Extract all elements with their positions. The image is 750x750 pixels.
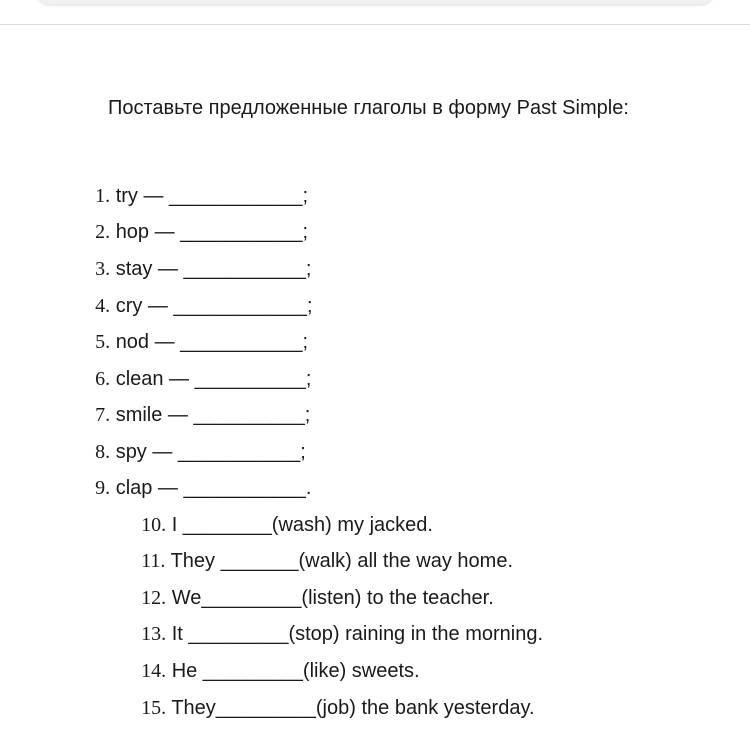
item-number: 13. bbox=[141, 623, 167, 645]
item-text: stay — ___________; bbox=[115, 258, 312, 280]
item-text: He _________(like) sweets. bbox=[171, 660, 420, 682]
item-number: 6. bbox=[95, 368, 111, 390]
item-number: 4. bbox=[95, 295, 111, 317]
item-number: 9. bbox=[95, 477, 111, 499]
item-text: They_________(job) the bank yesterday. bbox=[171, 697, 535, 719]
item-text: smile — __________; bbox=[115, 404, 311, 426]
item-number: 11. bbox=[141, 550, 166, 572]
top-bar bbox=[0, 0, 750, 25]
item-number: 14. bbox=[141, 660, 167, 682]
item-number: 1. bbox=[95, 185, 111, 207]
item-text: cry — ____________; bbox=[115, 295, 313, 317]
item-number: 2. bbox=[95, 221, 111, 243]
item-number: 10. bbox=[141, 514, 167, 536]
item-text: clean — __________; bbox=[115, 368, 312, 390]
item-number: 5. bbox=[95, 331, 111, 353]
search-bar[interactable] bbox=[36, 0, 714, 4]
item-text: nod — ___________; bbox=[115, 331, 309, 353]
item-text: I ________(wash) my jacked. bbox=[171, 514, 433, 536]
item-text: spy — ___________; bbox=[115, 441, 306, 463]
instruction-text: Поставьте предложенные глаголы в форму Past Simple: bbox=[108, 97, 629, 119]
item-text: It _________(stop) raining in the morning. bbox=[171, 623, 544, 645]
list-item bbox=[130, 672, 535, 720]
item-text: We_________(listen) to the teacher. bbox=[171, 587, 494, 609]
item-number: 15. bbox=[141, 697, 167, 719]
item-number: 8. bbox=[95, 441, 111, 463]
item-number: 3. bbox=[95, 258, 111, 280]
item-text: They _______(walk) all the way home. bbox=[170, 550, 513, 572]
item-number: 12. bbox=[141, 587, 167, 609]
item-number: 7. bbox=[95, 404, 111, 426]
item-text: try — ____________; bbox=[115, 185, 309, 207]
item-text: clap — ___________. bbox=[115, 477, 312, 499]
item-text: hop — ___________; bbox=[115, 221, 309, 243]
